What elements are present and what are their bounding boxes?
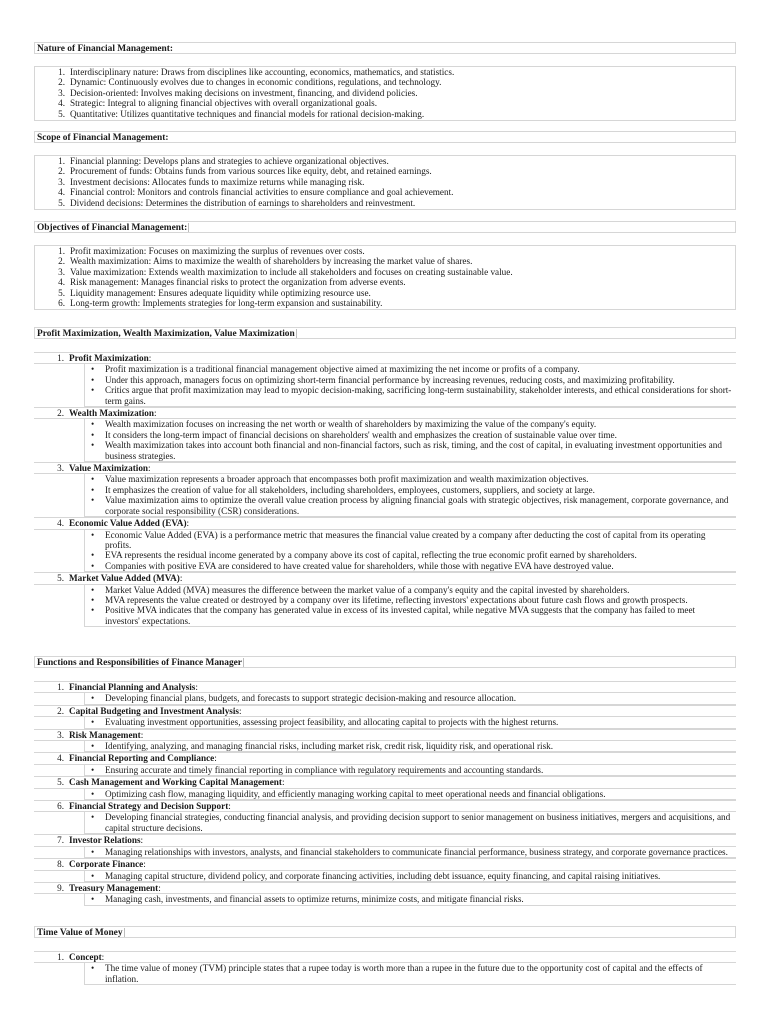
list-item	[34, 705, 736, 729]
bullet-text: Value maximization represents a broader approach that encompasses both profit maximization and wealth maximization objectives.	[105, 474, 589, 485]
list-item-number: 2.	[58, 256, 65, 267]
list-item	[34, 834, 736, 858]
bullet-list	[84, 717, 736, 728]
bullet-dot-icon: •	[91, 741, 95, 752]
list-item	[34, 858, 736, 882]
list-item-title: Profit Maximization	[69, 353, 149, 363]
list-item-text: Wealth maximization: Aims to maximize the wealth of shareholders by increasing the market value of shares.	[70, 256, 473, 267]
bullet-text: MVA represents the value created or destroyed by a company over its lifetime, reflecting investors' expectations about future cash flows and growth prospects.	[105, 594, 688, 605]
bullet-text: Market Value Added (MVA) measures the difference between the market value of a company's equity and the capital invested by shareholders.	[105, 584, 630, 595]
section-objectives	[34, 221, 736, 310]
list-item	[35, 288, 735, 298]
colon: :	[148, 463, 151, 474]
list-item-title: Financial Reporting and Compliance	[69, 753, 215, 764]
list-item-title: Concept	[69, 952, 102, 962]
bullet-list	[84, 765, 736, 776]
list-item-number: 1.	[57, 952, 64, 962]
list-item	[35, 88, 735, 98]
bullet-item	[85, 894, 736, 904]
list-item-number: 1.	[58, 246, 65, 256]
list-item-number: 4.	[58, 187, 65, 198]
bullet-text: Economic Value Added (EVA) is a performance metric that measures the financial value created by a company after deducting the cost of capital from its operating profits.	[105, 529, 706, 550]
bullet-dot-icon: •	[91, 605, 95, 616]
colon: :	[239, 705, 242, 716]
list-item-title-row	[34, 858, 736, 870]
list-item-number: 2.	[57, 705, 64, 716]
bullet-text: Optimizing cash flow, managing liquidity, and efficiently managing working capital to meet operational needs and financial obligations.	[105, 788, 606, 799]
bullet-text: Managing relationships with investors, analysts, and financial stakeholders to communicate financial performance, business strategy, and corporate governance practices.	[105, 846, 728, 857]
colon: :	[281, 777, 285, 788]
list-item-title-row	[34, 752, 736, 764]
list-item	[34, 681, 736, 705]
colon: :	[195, 682, 198, 692]
list-item	[34, 951, 736, 985]
bullet-item	[85, 717, 736, 727]
list-item	[34, 352, 736, 407]
bullet-list	[84, 474, 736, 517]
bullet-dot-icon: •	[91, 894, 95, 905]
list-item-title: Investor Relations	[69, 835, 141, 846]
list-item-number: 5.	[58, 108, 65, 119]
list-item-title-row	[34, 572, 736, 584]
list-item-title-row	[34, 951, 736, 963]
section-time-value-of-money	[34, 926, 736, 985]
bullet-dot-icon: •	[91, 963, 95, 974]
list-item	[34, 729, 736, 753]
bullet-dot-icon: •	[91, 429, 95, 440]
bullet-dot-icon: •	[91, 693, 95, 704]
list-item	[35, 67, 735, 77]
bullet-text: Under this approach, managers focus on optimizing short-term financial performance by increasing revenues, reducing costs, and maximizing profitability.	[105, 374, 675, 385]
bullet-list	[84, 847, 736, 858]
bullet-list	[84, 871, 736, 882]
list-item-text: Long-term growth: Implements strategies for long-term expansion and sustainability.	[70, 298, 383, 309]
list-item	[34, 517, 736, 572]
bullet-text: The time value of money (TVM) principle states that a rupee today is worth more than a rupee in the future due to the opportunity cost of capital and the effects of inflation.	[105, 963, 703, 984]
bullet-item	[85, 385, 736, 406]
list-item-number: 6.	[58, 298, 65, 309]
list-item-title-row	[34, 705, 736, 717]
list-item-text: Financial control: Monitors and controls financial activities to ensure compliance and goal achievement.	[70, 187, 454, 198]
list-item-title-row	[34, 352, 736, 364]
list-item	[35, 98, 735, 108]
list-item	[34, 752, 736, 776]
list-item-number: 9.	[57, 882, 64, 893]
list-item	[35, 298, 735, 308]
bullet-dot-icon: •	[91, 717, 95, 728]
bullet-item	[85, 812, 736, 833]
nested-list	[34, 951, 736, 985]
bullet-dot-icon: •	[91, 440, 95, 451]
list-item-title-row	[34, 407, 736, 419]
list-item-title: Treasury Management	[69, 882, 159, 893]
section-heading: Profit Maximization, Wealth Maximization, Value Maximization	[34, 327, 736, 339]
list-item-text: Dynamic: Continuously evolves due to changes in economic conditions, regulations, and technology.	[70, 77, 442, 88]
colon: :	[186, 518, 190, 529]
list-item-text: Dividend decisions: Determines the distribution of earnings to shareholders and reinvestment.	[70, 197, 416, 208]
colon: :	[158, 882, 161, 893]
colon: :	[140, 835, 144, 846]
colon: :	[179, 573, 183, 584]
bullet-text: Companies with positive EVA are considered to have created value for shareholders, while those with negative EVA have destroyed value.	[105, 560, 614, 571]
bullet-text: Managing cash, investments, and financial assets to optimize returns, minimize costs, and mitigate financial risks.	[105, 894, 524, 905]
bullet-list	[84, 812, 736, 834]
bullet-text: Profit maximization is a traditional financial management objective aimed at maximizing the net income or profits of a company.	[105, 364, 580, 375]
bullet-list	[84, 789, 736, 800]
bullet-text: Managing capital structure, dividend policy, and corporate financing activities, including debt issuance, equity financing, and capital raising initiatives.	[105, 870, 661, 881]
bullet-dot-icon: •	[91, 364, 95, 375]
bullet-item	[85, 430, 736, 440]
list-item-number: 6.	[57, 801, 64, 812]
numbered-list	[34, 245, 736, 310]
list-item-title-row	[34, 462, 736, 474]
list-item	[34, 462, 736, 517]
list-item-title: Value Maximization	[69, 463, 149, 474]
list-item-text: Profit maximization: Focuses on maximizing the surplus of revenues over costs.	[70, 246, 365, 256]
bullet-item	[85, 550, 736, 560]
list-item	[35, 156, 735, 166]
bullet-item	[85, 440, 736, 461]
bullet-list	[84, 741, 736, 752]
list-item-title-row	[34, 800, 736, 812]
bullet-text: Wealth maximization takes into account both financial and non-financial factors, such as risk, timing, and the cost of capital, in evaluating investment opportunities and business strategies.	[105, 440, 722, 461]
list-item-text: Procurement of funds: Obtains funds from various sources like equity, debt, and retained earnings.	[70, 166, 432, 177]
list-item-text: Risk management: Manages financial risks to protect the organization from adverse events.	[70, 277, 406, 288]
bullet-item	[85, 789, 736, 799]
list-item	[35, 277, 735, 287]
list-item-number: 1.	[58, 156, 65, 166]
list-item-text: Quantitative: Utilizes quantitative techniques and financial models for rational decision-making.	[70, 108, 425, 119]
list-item-number: 2.	[57, 408, 64, 419]
section-heading: Nature of Financial Management:	[34, 42, 736, 54]
bullet-item	[85, 419, 736, 429]
nested-list	[34, 352, 736, 627]
bullet-dot-icon: •	[91, 788, 95, 799]
list-item-number: 4.	[58, 277, 65, 288]
list-item-number: 3.	[58, 176, 65, 187]
list-item-title-row	[34, 834, 736, 846]
colon: :	[140, 729, 144, 740]
bullet-dot-icon: •	[91, 764, 95, 775]
bullet-item	[85, 474, 736, 484]
section-functions	[34, 656, 736, 906]
bullet-item	[85, 963, 736, 984]
list-item-title-row	[34, 882, 736, 894]
bullet-text: Evaluating investment opportunities, assessing project feasibility, and allocating capital to projects with the highest returns.	[105, 717, 559, 728]
section-heading: Time Value of Money	[34, 926, 736, 938]
list-item-number: 5.	[58, 287, 65, 298]
list-item-text: Liquidity management: Ensures adequate liquidity while optimizing resource use.	[70, 287, 371, 298]
bullet-dot-icon: •	[91, 584, 95, 595]
bullet-item	[85, 871, 736, 881]
list-item	[34, 882, 736, 906]
list-item-number: 4.	[57, 518, 64, 529]
list-item-title: Economic Value Added (EVA)	[69, 518, 187, 529]
section-heading: Scope of Financial Management:	[34, 131, 736, 143]
bullet-dot-icon: •	[91, 560, 95, 571]
list-item-number: 4.	[57, 753, 64, 764]
list-item-text: Interdisciplinary nature: Draws from disciplines like accounting, economics, mathematics, and statistics.	[70, 67, 455, 77]
bullet-dot-icon: •	[91, 529, 95, 540]
section-heading: Objectives of Financial Management:	[34, 221, 736, 233]
colon: :	[148, 353, 152, 363]
list-item-number: 1.	[57, 682, 64, 692]
bullet-text: Critics argue that profit maximization may lead to myopic decision-making, sacrificing long-term sustainability, stakeholder interests, and ethical considerations for short-term gains.	[105, 385, 732, 406]
bullet-item	[85, 364, 736, 374]
list-item-number: 3.	[58, 266, 65, 277]
list-item-number: 5.	[57, 777, 64, 788]
bullet-dot-icon: •	[91, 474, 95, 485]
section-maximization	[34, 327, 736, 627]
section-nature	[34, 42, 736, 121]
list-item	[34, 407, 736, 462]
list-item-title: Cash Management and Working Capital Management	[69, 777, 282, 788]
list-item-number: 3.	[57, 729, 64, 740]
list-item	[35, 198, 735, 208]
list-item	[35, 77, 735, 87]
list-item-number: 7.	[57, 835, 64, 846]
list-item-title: Capital Budgeting and Investment Analysis	[69, 705, 240, 716]
section-scope	[34, 131, 736, 210]
list-item-number: 2.	[58, 166, 65, 177]
bullet-item	[85, 847, 736, 857]
numbered-list	[34, 155, 736, 210]
bullet-item	[85, 741, 736, 751]
list-item-text: Value maximization: Extends wealth maximization to include all stakeholders and focuses on creating sustainable value.	[70, 266, 513, 277]
list-item	[34, 572, 736, 627]
bullet-item	[85, 375, 736, 385]
colon: :	[214, 753, 217, 764]
bullet-item	[85, 530, 736, 551]
list-item-title: Financial Strategy and Decision Support	[69, 801, 229, 812]
list-item-text: Investment decisions: Allocates funds to maximize returns while managing risk.	[70, 176, 365, 187]
bullet-dot-icon: •	[91, 846, 95, 857]
bullet-dot-icon: •	[91, 374, 95, 385]
bullet-text: Value maximization aims to optimize the overall value creation process by aligning financial goals with strategic objectives, risk management, corporate governance, and corporate social responsibility (CSR) considerations.	[105, 495, 729, 516]
list-item	[35, 246, 735, 256]
list-item	[35, 166, 735, 176]
bullet-dot-icon: •	[91, 550, 95, 561]
bullet-item	[85, 585, 736, 595]
list-item-number: 8.	[57, 859, 64, 870]
list-item-number: 2.	[58, 77, 65, 88]
list-item	[34, 800, 736, 834]
list-item	[35, 177, 735, 187]
bullet-list	[84, 894, 736, 905]
bullet-text: It considers the long-term impact of financial decisions on shareholders' wealth and emphasizes the creation of sustainable value over time.	[105, 429, 617, 440]
list-item-title: Risk Management	[69, 729, 141, 740]
bullet-list	[84, 585, 736, 628]
bullet-text: Developing financial plans, budgets, and forecasts to support strategic decision-making and resource allocation.	[105, 693, 517, 704]
bullet-text: EVA represents the residual income generated by a company above its cost of capital, reflecting the true economic profit earned by shareholders.	[105, 550, 637, 561]
bullet-item	[85, 595, 736, 605]
bullet-text: It emphasizes the creation of value for all stakeholders, including shareholders, employees, customers, suppliers, and society at large.	[105, 484, 595, 495]
bullet-list	[84, 530, 736, 573]
bullet-item	[85, 765, 736, 775]
colon: :	[143, 859, 146, 870]
list-item-number: 5.	[58, 197, 65, 208]
list-item-text: Decision-oriented: Involves making decisions on investment, financing, and dividend policies.	[70, 87, 418, 98]
bullet-list	[84, 963, 736, 985]
list-item-number: 5.	[57, 573, 64, 584]
colon: :	[228, 801, 231, 812]
bullet-dot-icon: •	[91, 484, 95, 495]
list-item-title: Financial Planning and Analysis	[69, 682, 196, 692]
bullet-dot-icon: •	[91, 419, 95, 430]
list-item-title-row	[34, 776, 736, 788]
numbered-list	[34, 66, 736, 121]
bullet-dot-icon: •	[91, 385, 95, 396]
section-heading: Functions and Responsibilities of Finance Manager	[34, 656, 736, 668]
list-item-text: Strategic: Integral to aligning financial objectives with overall organizational goals.	[70, 98, 378, 109]
bullet-item	[85, 605, 736, 626]
list-item	[34, 776, 736, 800]
bullet-item	[85, 561, 736, 571]
bullet-item	[85, 485, 736, 495]
bullet-item	[85, 693, 736, 703]
bullet-text: Developing financial strategies, conducting financial analysis, and providing decision support to senior management on business initiatives, mergers and acquisitions, and capital structure decisions.	[105, 812, 731, 833]
list-item	[35, 109, 735, 119]
list-item	[35, 187, 735, 197]
bullet-dot-icon: •	[91, 594, 95, 605]
list-item-title: Market Value Added (MVA)	[69, 573, 180, 584]
bullet-text: Wealth maximization focuses on increasing the net worth or wealth of shareholders by maximizing the value of the company's equity.	[105, 419, 597, 430]
list-item-text: Financial planning: Develops plans and strategies to achieve organizational objectives.	[70, 156, 389, 166]
list-item-title: Corporate Finance	[69, 859, 144, 870]
bullet-text: Ensuring accurate and timely financial reporting in compliance with regulatory requirements and accounting standards.	[105, 764, 544, 775]
bullet-dot-icon: •	[91, 870, 95, 881]
colon: :	[101, 952, 105, 962]
list-item	[35, 256, 735, 266]
bullet-list	[84, 364, 736, 407]
list-item-number: 3.	[57, 463, 64, 474]
list-item-number: 4.	[58, 98, 65, 109]
list-item-title-row	[34, 729, 736, 741]
list-item-number: 3.	[58, 87, 65, 98]
colon: :	[153, 408, 157, 419]
list-item-number: 1.	[57, 353, 64, 363]
list-item-number: 1.	[58, 67, 65, 77]
bullet-dot-icon: •	[91, 495, 95, 506]
bullet-item	[85, 495, 736, 516]
bullet-list	[84, 419, 736, 462]
list-item-title-row	[34, 681, 736, 693]
bullet-text: Positive MVA indicates that the company has generated value in excess of its invested capital, while negative MVA suggests that the company has failed to meet investors' expectations.	[105, 605, 696, 626]
bullet-dot-icon: •	[91, 812, 95, 823]
list-item-title-row	[34, 517, 736, 529]
bullet-list	[84, 693, 736, 704]
bullet-text: Identifying, analyzing, and managing financial risks, including market risk, credit risk, liquidity risk, and operational risk.	[105, 741, 554, 752]
list-item-title: Wealth Maximization	[69, 408, 154, 419]
list-item	[35, 267, 735, 277]
nested-list	[34, 681, 736, 906]
